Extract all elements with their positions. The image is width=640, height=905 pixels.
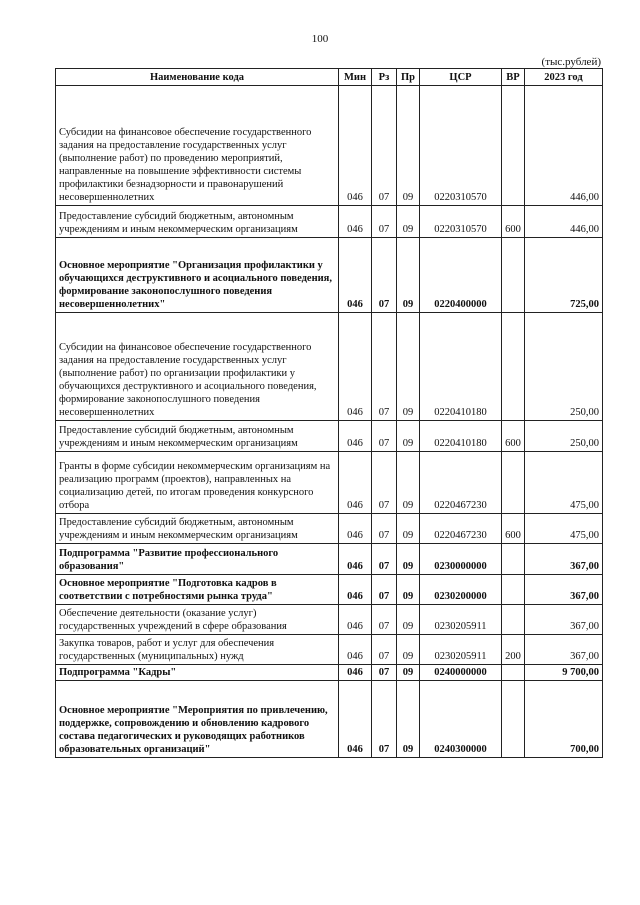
table-row: [56, 514, 603, 544]
row-amount: 475,00: [525, 514, 603, 544]
row-rz: 07: [372, 665, 397, 681]
row-vr: [502, 575, 525, 605]
header-year: 2023 год: [525, 69, 603, 86]
row-csr: 0220467230: [420, 514, 502, 544]
row-amount: 9 700,00: [525, 665, 603, 681]
row-rz: 07: [372, 206, 397, 238]
row-min: 046: [339, 635, 372, 665]
table-row: [56, 665, 603, 681]
table-row: [56, 681, 603, 758]
table-row: [56, 313, 603, 421]
table-row: [56, 421, 603, 452]
row-csr: 0230205911: [420, 605, 502, 635]
row-csr: 0220310570: [420, 206, 502, 238]
row-name: Подпрограмма "Развитие профессионального образования": [56, 544, 339, 575]
table-row: [56, 238, 603, 313]
row-amount: 725,00: [525, 238, 603, 313]
row-pr: 09: [397, 514, 420, 544]
row-pr: 09: [397, 452, 420, 514]
row-rz: 07: [372, 86, 397, 206]
table-row: [56, 86, 603, 206]
row-min: 046: [339, 238, 372, 313]
row-pr: 09: [397, 86, 420, 206]
row-vr: 200: [502, 635, 525, 665]
row-pr: 09: [397, 421, 420, 452]
row-rz: 07: [372, 452, 397, 514]
row-name: Закупка товаров, работ и услуг для обеспечения государственных (муниципальных) нужд: [56, 635, 339, 665]
header-vr: ВР: [502, 69, 525, 86]
row-name: Основное мероприятие "Мероприятия по привлечению, поддержке, сопровождению и обновлению кадрового состава педагогических и руководящих работников образовательных организаций": [56, 681, 339, 758]
row-amount: 475,00: [525, 452, 603, 514]
row-csr: 0230000000: [420, 544, 502, 575]
row-name: Основное мероприятие "Организация профилактики у обучающихся деструктивного и асоциального поведения, формирование законопослушного поведения несовершеннолетних": [56, 238, 339, 313]
row-vr: 600: [502, 421, 525, 452]
header-min: Мин: [339, 69, 372, 86]
row-min: 046: [339, 452, 372, 514]
header-name: Наименование кода: [56, 69, 339, 86]
row-pr: 09: [397, 544, 420, 575]
table-row: [56, 605, 603, 635]
row-min: 046: [339, 206, 372, 238]
row-pr: 09: [397, 575, 420, 605]
budget-table: [55, 68, 603, 758]
row-csr: 0230200000: [420, 575, 502, 605]
row-name: Субсидии на финансовое обеспечение государственного задания на предоставление государственных услуг (выполнение работ) по организации профилактики у обучающихся деструктивного и асоциального поведения, формирование законопослушного поведения несовершеннолетних: [56, 313, 339, 421]
row-min: 046: [339, 544, 372, 575]
row-csr: 0220410180: [420, 313, 502, 421]
row-name: Предоставление субсидий бюджетным, автономным учреждениям и иным некоммерческим организациям: [56, 421, 339, 452]
row-name: Субсидии на финансовое обеспечение государственного задания на предоставление государственных услуг (выполнение работ) по проведению мероприятий, направленные на повышение эффективности системы профилактики безнадзорности и правонарушений несовершеннолетних: [56, 86, 339, 206]
row-amount: 367,00: [525, 575, 603, 605]
row-amount: 446,00: [525, 86, 603, 206]
row-name: Предоставление субсидий бюджетным, автономным учреждениям и иным некоммерческим организациям: [56, 206, 339, 238]
row-name: Предоставление субсидий бюджетным, автономным учреждениям и иным некоммерческим организациям: [56, 514, 339, 544]
row-vr: [502, 665, 525, 681]
row-rz: 07: [372, 514, 397, 544]
row-amount: 446,00: [525, 206, 603, 238]
row-min: 046: [339, 605, 372, 635]
row-csr: 0230205911: [420, 635, 502, 665]
row-rz: 07: [372, 421, 397, 452]
row-csr: 0240300000: [420, 681, 502, 758]
row-vr: [502, 605, 525, 635]
row-min: 046: [339, 665, 372, 681]
row-amount: 367,00: [525, 544, 603, 575]
row-vr: 600: [502, 206, 525, 238]
table-row: [56, 575, 603, 605]
row-rz: 07: [372, 575, 397, 605]
row-csr: 0220400000: [420, 238, 502, 313]
row-name: Обеспечение деятельности (оказание услуг) государственных учреждений в сфере образования: [56, 605, 339, 635]
row-rz: 07: [372, 681, 397, 758]
row-csr: 0220410180: [420, 421, 502, 452]
row-pr: 09: [397, 681, 420, 758]
row-vr: [502, 313, 525, 421]
row-pr: 09: [397, 605, 420, 635]
row-csr: 0220310570: [420, 86, 502, 206]
row-pr: 09: [397, 238, 420, 313]
row-rz: 07: [372, 544, 397, 575]
row-name: Гранты в форме субсидии некоммерческим организациям на реализацию программ (проектов), направленных на социализацию детей, по итогам проведения конкурсного отбора: [56, 452, 339, 514]
row-vr: [502, 544, 525, 575]
table-row: [56, 544, 603, 575]
row-amount: 367,00: [525, 605, 603, 635]
row-rz: 07: [372, 605, 397, 635]
row-min: 046: [339, 313, 372, 421]
row-pr: 09: [397, 313, 420, 421]
row-amount: 700,00: [525, 681, 603, 758]
row-vr: [502, 238, 525, 313]
header-rz: Рз: [372, 69, 397, 86]
header-pr: Пр: [397, 69, 420, 86]
row-vr: [502, 452, 525, 514]
row-amount: 250,00: [525, 421, 603, 452]
units-label: (тыс.рублей): [541, 56, 601, 68]
row-vr: [502, 681, 525, 758]
row-vr: [502, 86, 525, 206]
row-name: Основное мероприятие "Подготовка кадров в соответствии с потребностями рынка труда": [56, 575, 339, 605]
row-pr: 09: [397, 206, 420, 238]
table-row: [56, 635, 603, 665]
row-csr: 0240000000: [420, 665, 502, 681]
row-rz: 07: [372, 635, 397, 665]
table-header-row: [56, 69, 603, 86]
row-csr: 0220467230: [420, 452, 502, 514]
row-pr: 09: [397, 665, 420, 681]
table-row: [56, 206, 603, 238]
page-number: 100: [311, 33, 329, 45]
row-pr: 09: [397, 635, 420, 665]
row-amount: 367,00: [525, 635, 603, 665]
row-min: 046: [339, 514, 372, 544]
row-amount: 250,00: [525, 313, 603, 421]
row-name: Подпрограмма "Кадры": [56, 665, 339, 681]
row-vr: 600: [502, 514, 525, 544]
row-rz: 07: [372, 238, 397, 313]
row-min: 046: [339, 421, 372, 452]
row-min: 046: [339, 86, 372, 206]
row-rz: 07: [372, 313, 397, 421]
row-min: 046: [339, 575, 372, 605]
table-row: [56, 452, 603, 514]
row-min: 046: [339, 681, 372, 758]
header-csr: ЦСР: [420, 69, 502, 86]
